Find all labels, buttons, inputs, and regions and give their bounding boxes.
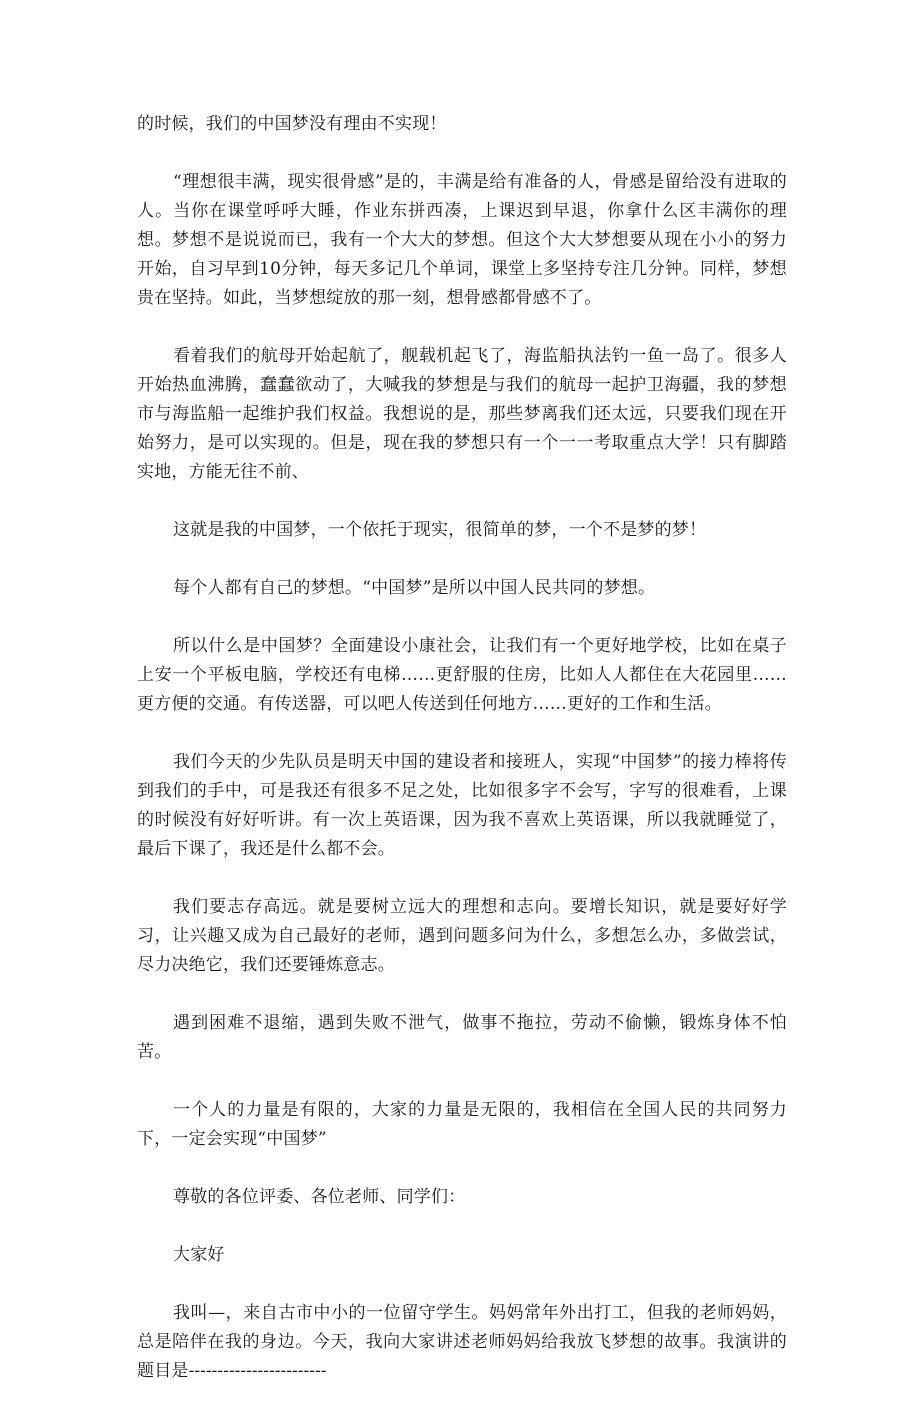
paragraph-13-text: 我叫—，来自古市中小的一位留守学生。妈妈常年外出打工，但我的老师妈妈，总是陪伴在我的身边。今天，我向大家讲述老师妈妈给我放飞梦想的故事。我演讲的题目是	[137, 1303, 787, 1381]
paragraph-3: 看着我们的航母开始起航了，舰载机起飞了，海监船执法钓一鱼一岛了。很多人开始热血沸腾，蠢蠢欲动了，大喊我的梦想是与我们的航母一起护卫海疆，我的梦想市与海监船一起维护我们权益。我想说的是，那些梦离我们还太远，只要我们现在开始努力，是可以实现的。但是，现在我的梦想只有一个一一考取重点大学！只有脚踏实地，方能无往不前、	[137, 346, 787, 482]
paragraph-2: “理想很丰满，现实很骨感”是的，丰满是给有准备的人，骨感是留给没有进取的人。当你在课堂呼呼大睡，作业东拼西凑，上课迟到早退，你拿什么区丰满你的理想。梦想不是说说而已，我有一个大大的梦想。但这个大大梦想要从现在小小的努力开始，自习早到10分钟，每天多记几个单词，课堂上多坚持专注几分钟。同样，梦想贵在坚持。如此，当梦想绽放的那一刻，想骨感都骨感不了。	[137, 172, 787, 308]
paragraph-6: 所以什么是中国梦？全面建设小康社会，让我们有一个更好地学校，比如在桌子上安一个平板电脑，学校还有电梯……更舒服的住房，比如人人都住在大花园里……更方便的交通。有传送器，可以吧人传送到任何地方……更好的工作和生活。	[137, 636, 787, 714]
paragraph-4: 这就是我的中国梦，一个依托于现实，很简单的梦，一个不是梦的梦！	[173, 520, 707, 540]
paragraph-9: 遇到困难不退缩，遇到失败不泄气，做事不拖拉，劳动不偷懒，锻炼身体不怕苦。	[137, 1013, 787, 1062]
greeting: 大家好	[173, 1245, 225, 1265]
document-page	[137, 110, 787, 1415]
paragraph-5: 每个人都有自己的梦想。“中国梦”是所以中国人民共同的梦想。	[173, 578, 656, 598]
paragraph-10: 一个人的力量是有限的，大家的力量是无限的，我相信在全国人民的共同努力下，一定会实现“中国梦”	[137, 1100, 787, 1149]
blank-title-line: ------------------------	[188, 1361, 327, 1381]
paragraph-7: 我们今天的少先队员是明天中国的建设者和接班人，实现“中国梦”的接力棒将传到我们的手中，可是我还有很多不足之处，比如很多字不会写，字写的很难看，上课的时候没有好好听讲。有一次上英语课，因为我不喜欢上英语课，所以我就睡觉了，最后下课了，我还是什么都不会。	[137, 752, 787, 859]
paragraph-13	[137, 1299, 787, 1386]
paragraph-8: 我们要志存高远。就是要树立远大的理想和志向。要增长知识，就是要好好学习，让兴趣又成为自己最好的老师，遇到问题多问为什么，多想怎么办，多做尝试，尽力决绝它，我们还要锤炼意志。	[137, 897, 787, 975]
paragraph-1: 的时候，我们的中国梦没有理由不实现！	[137, 114, 447, 134]
salutation: 尊敬的各位评委、各位老师、同学们：	[173, 1187, 466, 1207]
